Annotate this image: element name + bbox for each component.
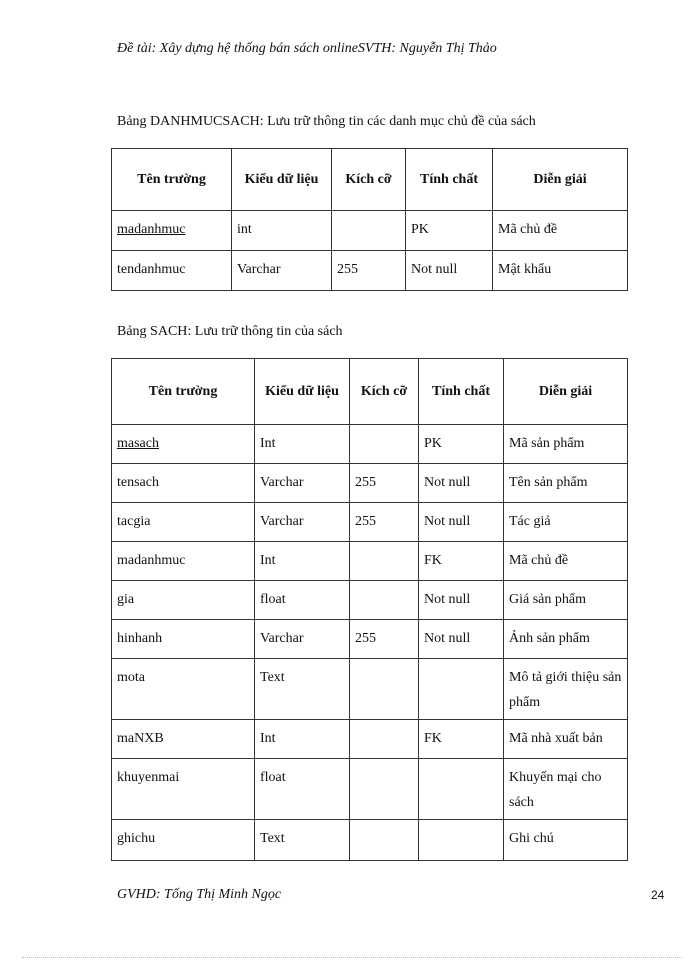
table-cell	[350, 820, 419, 861]
table-danhmucsach	[111, 148, 628, 291]
table-cell: Int	[255, 542, 350, 581]
table-cell: gia	[112, 581, 255, 620]
table-row	[112, 581, 628, 620]
table-cell: Varchar	[232, 251, 332, 291]
table-cell: FK	[419, 542, 504, 581]
table-cell: int	[232, 211, 332, 251]
table-cell: float	[255, 581, 350, 620]
table-header-row	[112, 359, 628, 425]
table-caption-danhmucsach: Bảng DANHMUCSACH: Lưu trữ thông tin các danh mục chủ đề của sách	[117, 114, 536, 129]
page-header: Đề tài: Xây dựng hệ thống bán sách onlineSVTH: Nguyễn Thị Thảo	[117, 41, 497, 56]
table-cell: Mã chủ đề	[504, 542, 628, 581]
table-caption-sach: Bảng SACH: Lưu trữ thông tin của sách	[117, 324, 343, 339]
table-row	[112, 425, 628, 464]
column-header: Kích cỡ	[332, 149, 406, 211]
table-cell: tacgia	[112, 503, 255, 542]
table-row	[112, 659, 628, 720]
page-footer: GVHD: Tống Thị Minh Ngọc	[117, 887, 282, 902]
table-cell: tendanhmuc	[112, 251, 232, 291]
table-cell: Mật khẩu	[493, 251, 628, 291]
table-cell	[419, 820, 504, 861]
table-row	[112, 542, 628, 581]
table-cell: FK	[419, 720, 504, 759]
table-row	[112, 759, 628, 820]
column-header: Kiểu dữ liệu	[232, 149, 332, 211]
column-header: Tính chất	[406, 149, 493, 211]
table-cell: Ghi chú	[504, 820, 628, 861]
column-header: Tên trường	[112, 149, 232, 211]
table-cell: Tên sản phẩm	[504, 464, 628, 503]
table-cell: PK	[419, 425, 504, 464]
table-cell: hinhanh	[112, 620, 255, 659]
table-cell: PK	[406, 211, 493, 251]
column-header: Kích cỡ	[350, 359, 419, 425]
field-name: madanhmuc	[117, 222, 186, 237]
table-cell	[112, 211, 232, 251]
table-row	[112, 464, 628, 503]
page-number: 24	[651, 888, 665, 902]
table-cell: Mã nhà xuất bản	[504, 720, 628, 759]
table-cell: tensach	[112, 464, 255, 503]
table-cell: 255	[350, 503, 419, 542]
field-name: masach	[117, 436, 159, 451]
table-cell: Ảnh sản phẩm	[504, 620, 628, 659]
column-header: Diễn giải	[493, 149, 628, 211]
column-header: Tên trường	[112, 359, 255, 425]
table-cell: ghichu	[112, 820, 255, 861]
table-cell	[332, 211, 406, 251]
table-cell	[350, 425, 419, 464]
table-cell: Tác giả	[504, 503, 628, 542]
table-cell: float	[255, 759, 350, 820]
table-cell: Mã chủ đề	[493, 211, 628, 251]
table-cell	[350, 581, 419, 620]
table-cell: Text	[255, 659, 350, 720]
table-cell	[419, 659, 504, 720]
table-row	[112, 211, 628, 251]
table-cell	[350, 759, 419, 820]
table-row	[112, 620, 628, 659]
table-cell: Giá sản phẩm	[504, 581, 628, 620]
table-row	[112, 720, 628, 759]
table-row	[112, 251, 628, 291]
table-cell: mota	[112, 659, 255, 720]
table-cell	[350, 659, 419, 720]
table-cell: 255	[350, 464, 419, 503]
table-cell: Mã sản phẩm	[504, 425, 628, 464]
table-cell: Varchar	[255, 503, 350, 542]
table-cell: 255	[350, 620, 419, 659]
table-cell: 255	[332, 251, 406, 291]
table-cell: Khuyến mại cho sách	[504, 759, 628, 820]
table-cell: Not null	[419, 464, 504, 503]
table-row	[112, 503, 628, 542]
table-cell: Text	[255, 820, 350, 861]
table-cell	[350, 720, 419, 759]
column-header: Diễn giải	[504, 359, 628, 425]
table-cell: Not null	[406, 251, 493, 291]
table-cell	[350, 542, 419, 581]
column-header: Tính chất	[419, 359, 504, 425]
table-cell: Varchar	[255, 620, 350, 659]
table-cell	[419, 759, 504, 820]
table-cell: maNXB	[112, 720, 255, 759]
table-cell: Int	[255, 720, 350, 759]
table-header-row	[112, 149, 628, 211]
table-cell: Varchar	[255, 464, 350, 503]
table-cell: Int	[255, 425, 350, 464]
table-cell: khuyenmai	[112, 759, 255, 820]
column-header: Kiểu dữ liệu	[255, 359, 350, 425]
page-bottom-divider	[22, 957, 682, 958]
table-cell: madanhmuc	[112, 542, 255, 581]
table-sach	[111, 358, 628, 861]
table-cell: Not null	[419, 620, 504, 659]
table-cell: Mô tả giới thiệu sản phẩm	[504, 659, 628, 720]
table-cell: Not null	[419, 503, 504, 542]
table-cell	[112, 425, 255, 464]
table-cell: Not null	[419, 581, 504, 620]
table-row	[112, 820, 628, 861]
